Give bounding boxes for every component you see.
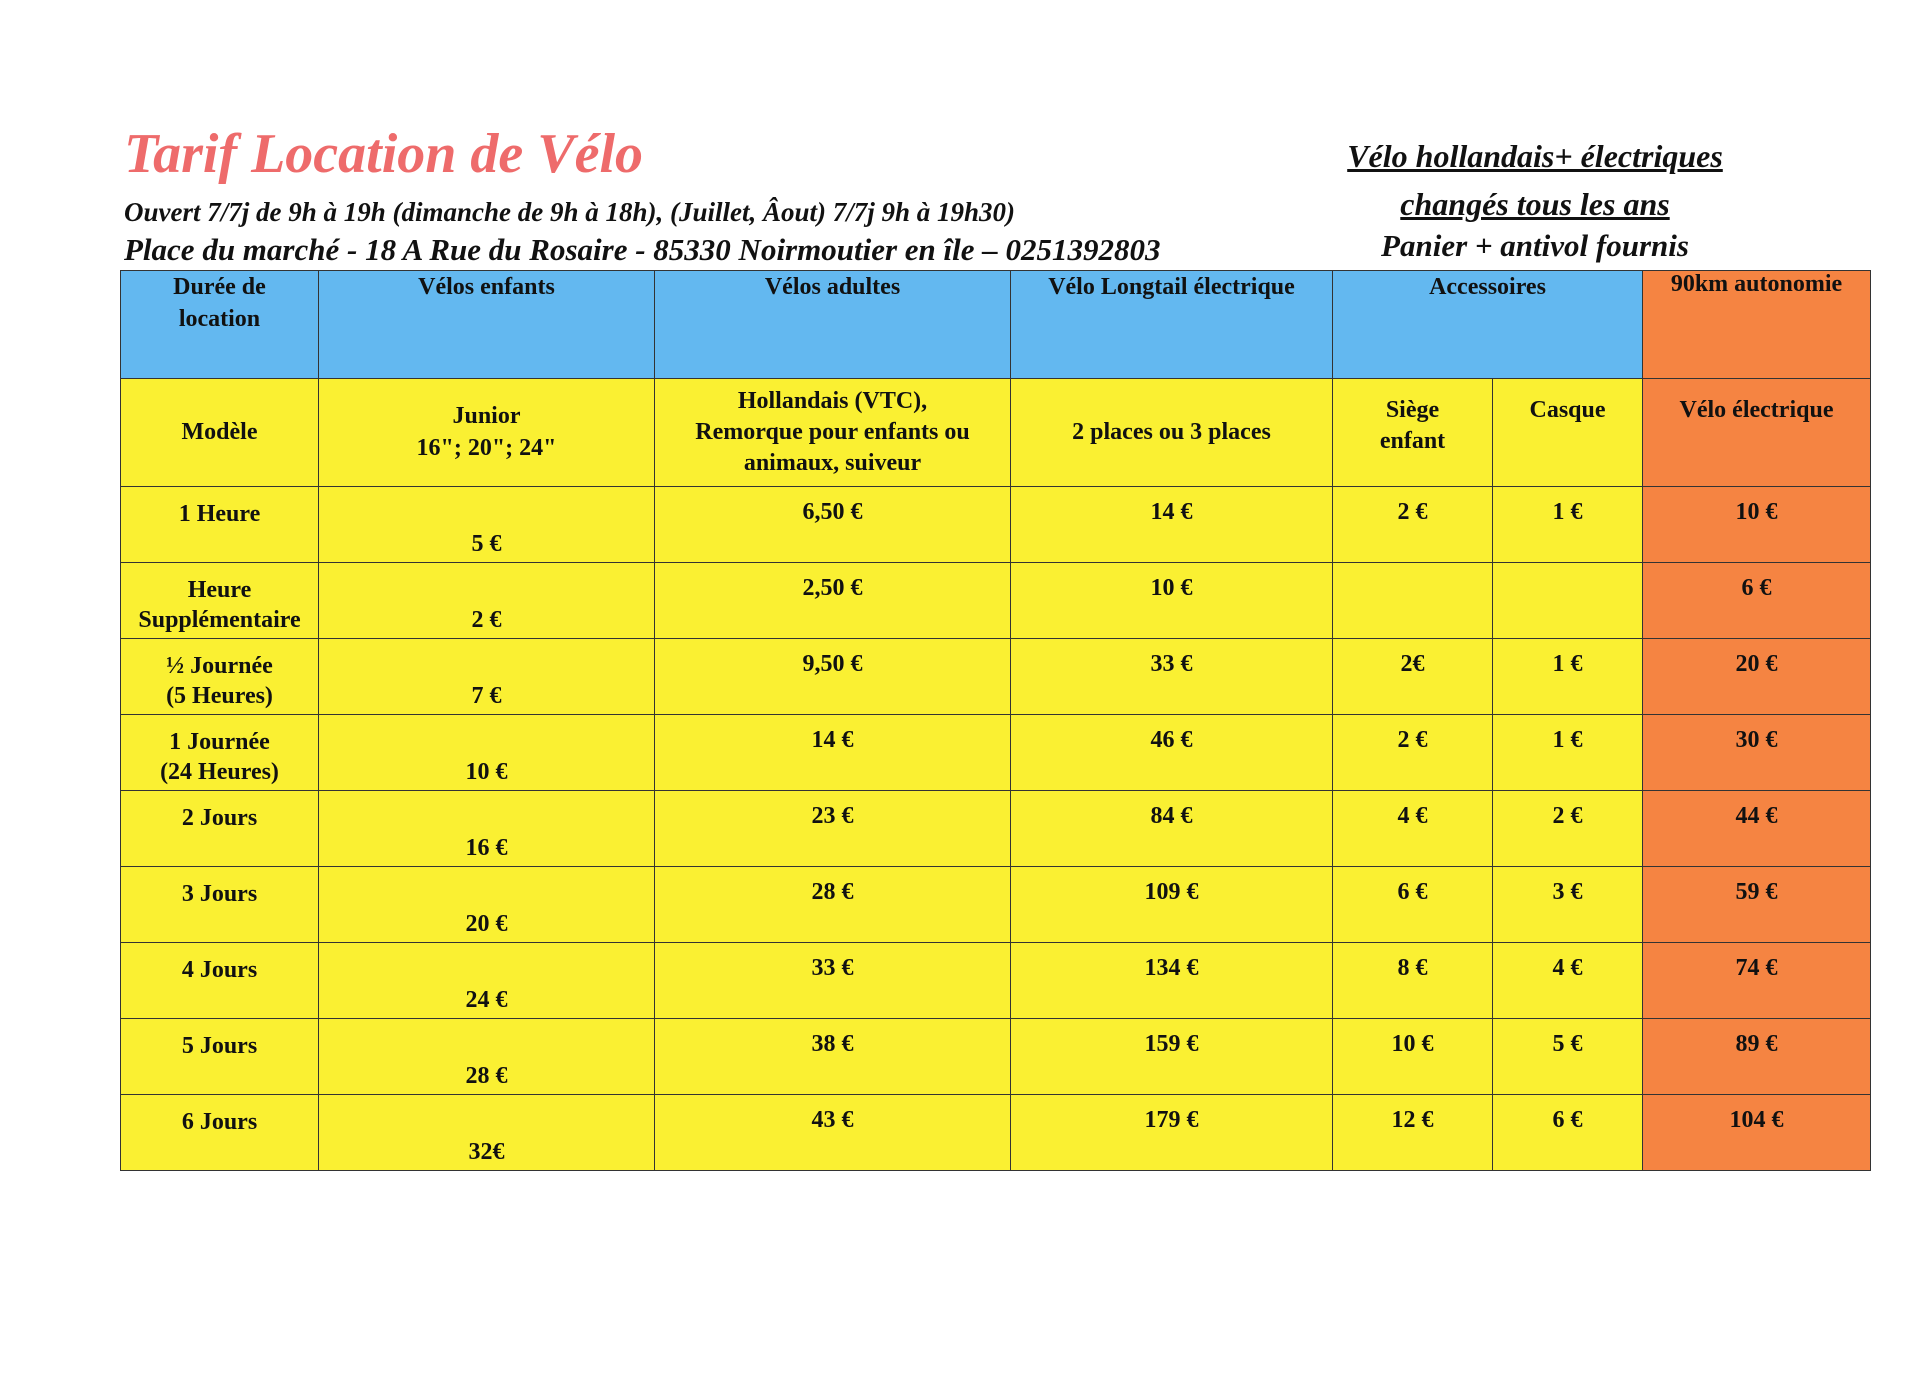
duration-cell: 3 Jours (121, 867, 319, 943)
opening-hours: Ouvert 7/7j de 9h à 19h (dimanche de 9h à 18h), (Juillet, Âout) 7/7j 9h à 19h30) (124, 197, 1016, 227)
table-row (121, 943, 1871, 1019)
col-header-kids: Vélos enfants (319, 271, 655, 379)
header-row (121, 271, 1871, 379)
model-kids: Junior 16"; 20"; 24" (319, 379, 655, 487)
helmet-price (1493, 563, 1643, 639)
adults-price: 14 € (655, 715, 1011, 791)
longtail-price: 179 € (1011, 1095, 1333, 1171)
electric-price: 89 € (1643, 1019, 1871, 1095)
table-row (121, 1095, 1871, 1171)
table-row (121, 1019, 1871, 1095)
col-header-duration: Durée de location (121, 271, 319, 379)
helmet-price: 1 € (1493, 487, 1643, 563)
longtail-price: 10 € (1011, 563, 1333, 639)
table-row (121, 639, 1871, 715)
seat-price: 2€ (1333, 639, 1493, 715)
duration-cell: ½ Journée (5 Heures) (121, 639, 319, 715)
electric-price: 30 € (1643, 715, 1871, 791)
kids-price: 10 € (319, 715, 655, 791)
seat-price: 6 € (1333, 867, 1493, 943)
duration-cell: 6 Jours (121, 1095, 319, 1171)
duration-cell: 5 Jours (121, 1019, 319, 1095)
kids-price: 24 € (319, 943, 655, 1019)
kids-price: 32€ (319, 1095, 655, 1171)
shop-address: Place du marché - 18 A Rue du Rosaire - 85330 Noirmoutier en île – 0251392803 (124, 232, 1161, 267)
helmet-price: 1 € (1493, 639, 1643, 715)
kids-price: 2 € (319, 563, 655, 639)
electric-price: 6 € (1643, 563, 1871, 639)
adults-price: 28 € (655, 867, 1011, 943)
longtail-price: 159 € (1011, 1019, 1333, 1095)
seat-price (1333, 563, 1493, 639)
longtail-price: 109 € (1011, 867, 1333, 943)
seat-price: 2 € (1333, 715, 1493, 791)
kids-price: 16 € (319, 791, 655, 867)
duration-cell: 1 Heure (121, 487, 319, 563)
page-title: Tarif Location de Vélo (124, 123, 644, 185)
longtail-price: 46 € (1011, 715, 1333, 791)
model-row (121, 379, 1871, 487)
helmet-price: 5 € (1493, 1019, 1643, 1095)
electric-price: 104 € (1643, 1095, 1871, 1171)
model-longtail: 2 places ou 3 places (1011, 379, 1333, 487)
duration-cell: Heure Supplémentaire (121, 563, 319, 639)
adults-price: 23 € (655, 791, 1011, 867)
seat-price: 4 € (1333, 791, 1493, 867)
electric-price: 10 € (1643, 487, 1871, 563)
kids-price: 28 € (319, 1019, 655, 1095)
adults-price: 6,50 € (655, 487, 1011, 563)
model-label: Modèle (121, 379, 319, 487)
table-row (121, 791, 1871, 867)
longtail-price: 33 € (1011, 639, 1333, 715)
table-row (121, 563, 1871, 639)
table-row (121, 867, 1871, 943)
helmet-price: 4 € (1493, 943, 1643, 1019)
helmet-price: 2 € (1493, 791, 1643, 867)
promo-line-2: changés tous les ans (1400, 186, 1670, 222)
promo-line-3: Panier + antivol fournis (1381, 228, 1689, 263)
promo-line-1: Vélo hollandais+ électriques (1347, 138, 1723, 174)
adults-price: 9,50 € (655, 639, 1011, 715)
longtail-price: 14 € (1011, 487, 1333, 563)
adults-price: 2,50 € (655, 563, 1011, 639)
price-table (120, 270, 1871, 1171)
col-header-longtail: Vélo Longtail électrique (1011, 271, 1333, 379)
longtail-price: 134 € (1011, 943, 1333, 1019)
duration-cell: 2 Jours (121, 791, 319, 867)
electric-price: 59 € (1643, 867, 1871, 943)
duration-cell: 1 Journée (24 Heures) (121, 715, 319, 791)
seat-price: 8 € (1333, 943, 1493, 1019)
helmet-price: 3 € (1493, 867, 1643, 943)
col-header-accessories: Accessoires (1333, 271, 1643, 379)
adults-price: 33 € (655, 943, 1011, 1019)
table-row (121, 487, 1871, 563)
seat-price: 2 € (1333, 487, 1493, 563)
helmet-price: 6 € (1493, 1095, 1643, 1171)
col-header-adults: Vélos adultes (655, 271, 1011, 379)
duration-cell: 4 Jours (121, 943, 319, 1019)
adults-price: 43 € (655, 1095, 1011, 1171)
model-seat: Siège enfant (1333, 379, 1493, 487)
model-adults: Hollandais (VTC), Remorque pour enfants ou animaux, suiveur (655, 379, 1011, 487)
kids-price: 20 € (319, 867, 655, 943)
table-row (121, 715, 1871, 791)
kids-price: 5 € (319, 487, 655, 563)
model-helmet: Casque (1493, 379, 1643, 487)
adults-price: 38 € (655, 1019, 1011, 1095)
col-header-autonomy: 90km autonomie (1643, 271, 1871, 379)
seat-price: 12 € (1333, 1095, 1493, 1171)
helmet-price: 1 € (1493, 715, 1643, 791)
electric-price: 74 € (1643, 943, 1871, 1019)
model-electric: Vélo électrique (1643, 379, 1871, 487)
seat-price: 10 € (1333, 1019, 1493, 1095)
electric-price: 44 € (1643, 791, 1871, 867)
electric-price: 20 € (1643, 639, 1871, 715)
kids-price: 7 € (319, 639, 655, 715)
longtail-price: 84 € (1011, 791, 1333, 867)
